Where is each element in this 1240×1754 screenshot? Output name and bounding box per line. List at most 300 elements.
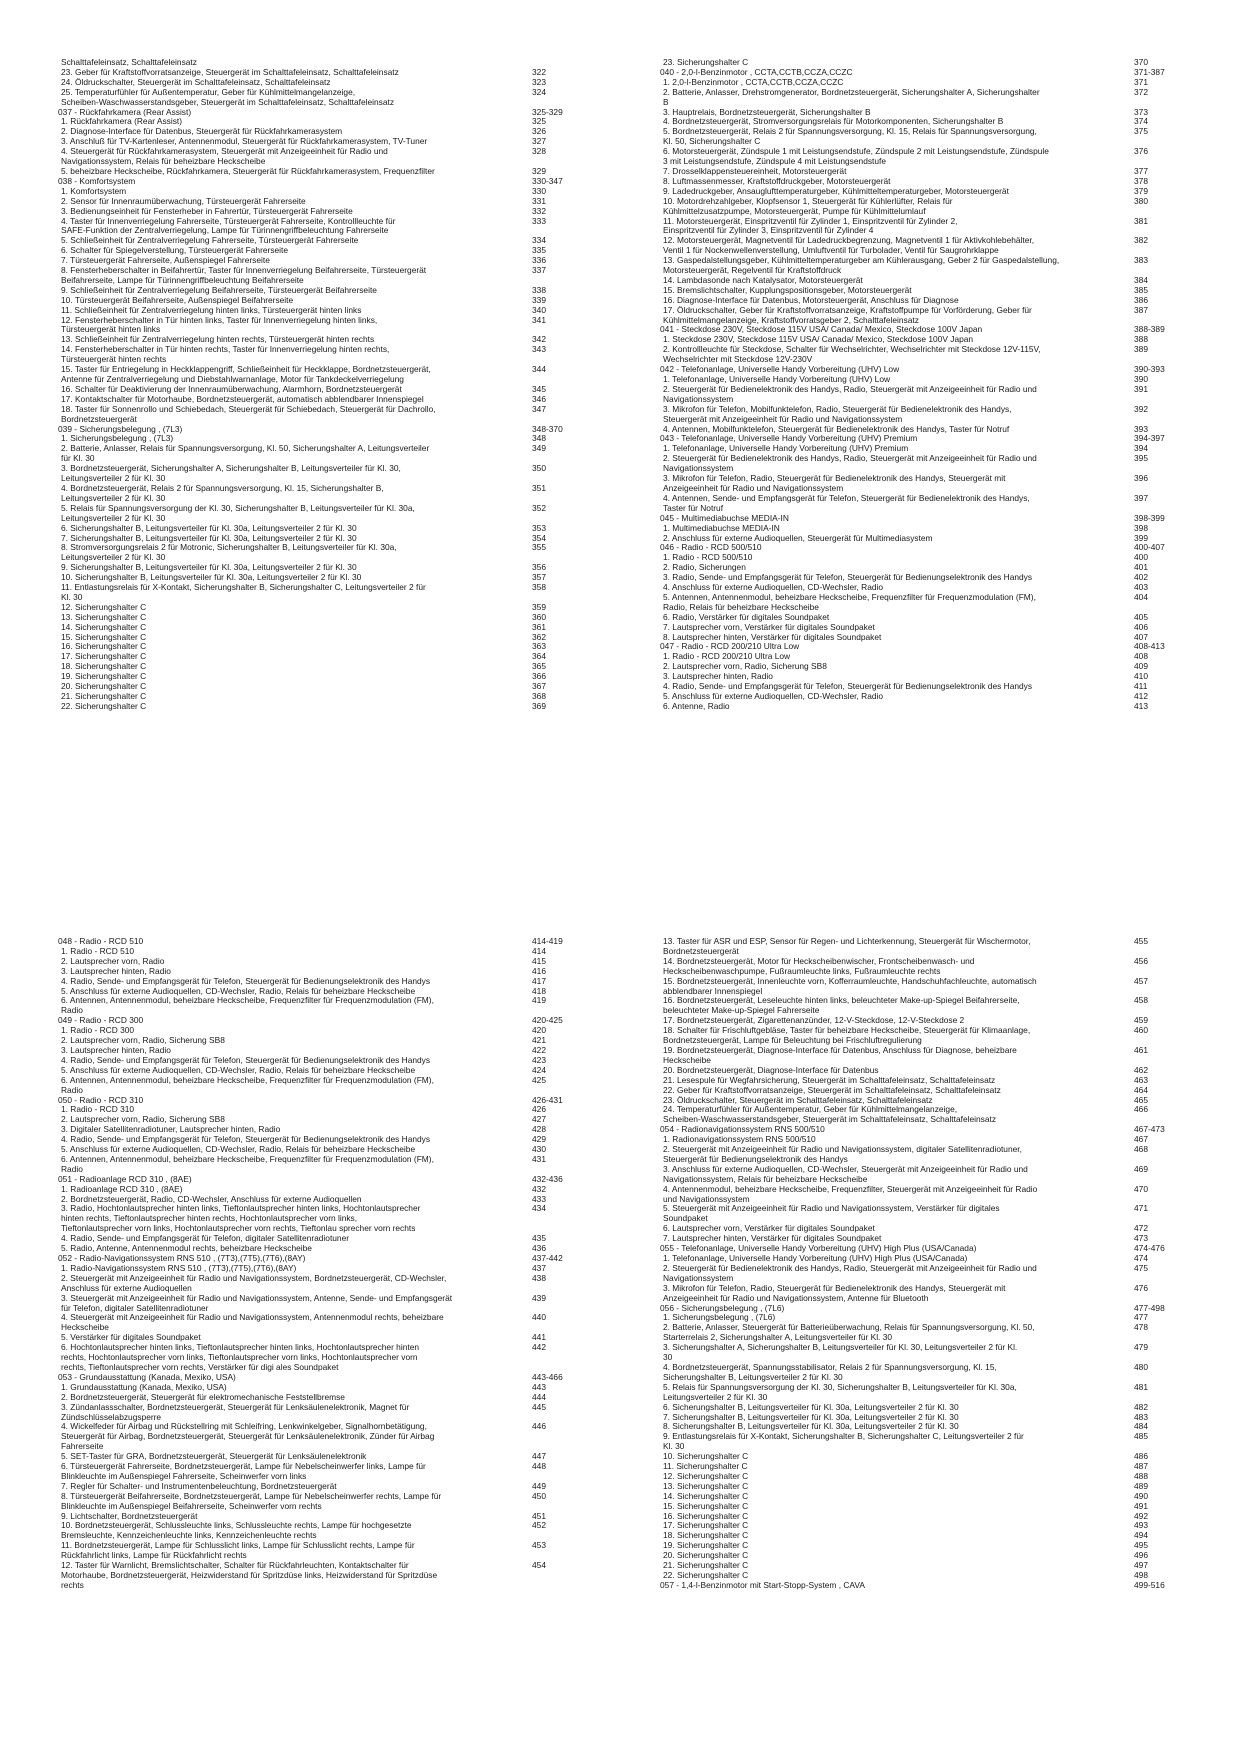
toc-section-heading: [58, 937, 586, 947]
toc-entry: [58, 137, 586, 147]
toc-entry: [58, 1313, 586, 1323]
toc-entry-page: 403: [1134, 582, 1148, 593]
toc-entry-title: 1. Radio - RCD 310: [61, 1105, 135, 1115]
toc-entry: [58, 395, 586, 405]
toc-entry-page: 483: [1134, 1411, 1148, 1422]
toc-entry: [660, 405, 1188, 415]
toc-entry-title: 2. Lautsprecher vorn, Radio, Sicherung SB8: [663, 662, 827, 672]
toc-entry-title: 12. Fensterheberschalter in Tür hinten links, Taster für Innenverriegelung hinten links,: [61, 315, 378, 325]
toc-entry-page: 325-329: [532, 106, 563, 117]
toc-section-heading: [660, 434, 1188, 444]
toc-entry-page: 394: [1134, 443, 1148, 454]
toc-entry-page: 419: [532, 995, 546, 1006]
toc-entry: [58, 1214, 586, 1224]
toc-entry: [58, 385, 586, 395]
toc-entry-page: 477: [1134, 1312, 1148, 1323]
toc-entry-title: 4. Steuergerät mit Anzeigeeinheit für Radio und Navigationssystem, Antennenmodul rechts, beheizbare: [61, 1313, 444, 1323]
toc-entry-page: 414: [532, 945, 546, 956]
toc-entry-title: 1. Radionavigationssystem RNS 500/510: [663, 1135, 816, 1145]
toc-entry-title: Sicherungshalter B, Leitungsverteiler 2 für Kl. 30: [663, 1372, 843, 1382]
toc-entry-title: 6. Antennen, Antennenmodul, beheizbare Heckscheibe, Frequenzfilter für Frequenzmodulation (FM),: [61, 1154, 434, 1164]
toc-entry: [58, 256, 586, 266]
toc-entry-page: 334: [532, 235, 546, 246]
toc-entry-page: 366: [532, 671, 546, 682]
toc-entry: [660, 1462, 1188, 1472]
toc-entry-page: 383: [1134, 255, 1148, 266]
toc-entry-title: 7. Sicherungshalter B, Leitungsverteiler für Kl. 30a, Leitungsverteiler 2 für Kl. 30: [663, 1412, 959, 1422]
toc-entry-title: 15. Sicherungshalter C: [61, 632, 147, 642]
toc-entry: [58, 702, 586, 712]
toc-entry-title: 1. Radio - RCD 500/510: [663, 553, 753, 563]
toc-entry: [660, 1115, 1188, 1125]
toc-entry-title: 7. Sicherungshalter B, Leitungsverteiler für Kl. 30a, Leitungsverteiler 2 für Kl. 30: [61, 533, 357, 543]
toc-entry-title: Bordnetzsteuergerät, Lampe für Beleuchtung bei Frischluftregulierung: [663, 1036, 922, 1046]
toc-entry-page: 348-370: [532, 423, 563, 434]
toc-entry-page: 389: [1134, 344, 1148, 355]
toc-entry-title: Navigationssystem: [663, 394, 734, 404]
toc-entry-title: für Kl. 30: [61, 454, 95, 464]
toc-entry: [660, 286, 1188, 296]
toc-entry: [58, 405, 586, 415]
toc-entry-page: 437-442: [532, 1253, 563, 1263]
toc-entry: [58, 1561, 586, 1571]
toc-entry-title: 12. Motorsteuergerät, Magnetventil für Ladedruckbegrenzung, Magnetventil 1 für Aktivkohlebehälter,: [663, 236, 1035, 246]
toc-entry-title: 1. Radio-Navigationssystem RNS 510 , (7T3),(7T5),(7T6),(8AY): [61, 1263, 297, 1273]
toc-entry-title: 7. Türsteuergerät Fahrerseite, Außenspiegel Fahrerseite: [61, 256, 270, 266]
toc-entry: [660, 1422, 1188, 1432]
toc-entry-title: 18. Sicherungshalter C: [61, 662, 147, 672]
toc-entry-page: 405: [1134, 611, 1148, 622]
toc-entry-title: 4. Antennenmodul, beheizbare Heckscheibe, Frequenzfilter, Steuergerät mit Anzeigeeinheit für Radio: [663, 1184, 1038, 1194]
toc-entry-page: 452: [532, 1520, 546, 1531]
toc-entry: [58, 1304, 586, 1314]
toc-entry-title: 13. Sicherungshalter C: [663, 1481, 749, 1491]
toc-entry-title: 040 - 2,0-l-Benzinmotor , CCTA,CCTB,CCZA,CCZC: [660, 67, 853, 77]
toc-entry-title: 11. Entlastungsrelais für X-Kontakt, Sicherungshalter B, Sicherungshalter C, Leitungsverteiler 2 für: [61, 583, 426, 593]
toc-entry-page: 354: [532, 532, 546, 543]
toc-entry-title: 16. Schalter für Deaktivierung der Innenraumüberwachung, Alarmhorn, Bordnetzsteuergerät: [61, 384, 402, 394]
toc-entry-title: 5. Steuergerät mit Anzeigeeinheit für Radio und Navigationssystem, Verstärker für digitales: [663, 1204, 1000, 1214]
toc-entry-page: 491: [1134, 1500, 1148, 1511]
toc-entry-page: 474: [1134, 1253, 1148, 1263]
toc-entry-title: Kühlmittelmangelanzeige, Kraftstoffvorratsgeber 2, Schalttafeleinsatz: [663, 315, 919, 325]
toc-entry: [660, 1373, 1188, 1383]
toc-entry-title: Starterrelais 2, Sicherungshalter A, Leitungsverteiler für Kl. 30: [663, 1333, 893, 1343]
toc-entry: [660, 987, 1188, 997]
toc-entry: [660, 1492, 1188, 1502]
toc-entry-title: Anschluss für externe Audioquellen: [61, 1283, 192, 1293]
toc-entry-page: 331: [532, 195, 546, 206]
toc-section-heading: [660, 325, 1188, 335]
toc-entry-title: 2. Bordnetzsteuergerät, Steuergerät für elektromechanische Feststellbremse: [61, 1392, 345, 1402]
toc-entry-title: 4. Bordnetzsteuergerät, Stromversorgungsrelais für Motorkomponenten, Sicherungshalter B: [663, 117, 1004, 127]
toc-entry: [58, 1353, 586, 1363]
toc-entry-title: 7. Regler für Schalter- und Instrumentenbeleuchtung, Bordnetzsteuergerät: [61, 1481, 337, 1491]
toc-entry-title: 30: [663, 1353, 673, 1363]
toc-entry-title: 1. 2,0-l-Benzinmotor , CCTA,CCTB,CCZA,CCZC: [663, 77, 844, 87]
toc-entry-title: 051 - Radioanlage RCD 310 , (8AE): [58, 1174, 192, 1184]
toc-entry-title: 3. Radio, Sende- und Empfangsgerät für Telefon, Steuergerät für Bedienungselektronik des Handys: [663, 573, 1033, 583]
toc-entry-title: Türsteuergerät hinten rechts: [61, 355, 167, 365]
toc-entry-page: 461: [1134, 1044, 1148, 1055]
toc-block-top-right: [660, 58, 1188, 712]
toc-entry-title: Schalttafeleinsatz, Schalttafeleinsatz: [61, 58, 197, 67]
toc-entry-title: 053 - Grundausstattung (Kanada, Mexiko, USA): [58, 1372, 236, 1382]
toc-entry-title: Radio: [61, 1085, 83, 1095]
toc-section-heading: [58, 1016, 586, 1026]
toc-entry: [660, 355, 1188, 365]
toc-entry-page: 428: [532, 1124, 546, 1135]
toc-section-heading: [660, 543, 1188, 553]
toc-entry-title: Ventil 1 für Nockenwellenverstellung, Umluftventil für Turbolader, Ventil für Saugrohrklappe: [663, 246, 999, 256]
toc-entry: [58, 217, 586, 227]
toc-entry-title: 15. Sicherungshalter C: [663, 1501, 749, 1511]
toc-entry-title: Wechselrichter mit Steckdose 12V-230V: [663, 355, 813, 365]
toc-entry-page: 480: [1134, 1361, 1148, 1372]
toc-entry-title: Antenne für Zentralverriegelung und Diebstahlwarnanlage, Motor für Tankdeckelverriegelung: [61, 375, 404, 384]
toc-entry: [660, 1383, 1188, 1393]
toc-entry: [660, 187, 1188, 197]
toc-entry-title: 4. Bordnetzsteuergerät, Spannungsstabilisator, Relais 2 für Spannungsversorgung, Kl. 15,: [663, 1362, 997, 1372]
toc-entry: [58, 187, 586, 197]
toc-entry-title: 4. Antennen, Sende- und Empfangsgerät für Telefon, Steuergerät für Bedienelektronik des Handys,: [663, 493, 1030, 503]
toc-entry: [58, 1234, 586, 1244]
toc-entry: [660, 217, 1188, 227]
toc-entry-page: 328: [532, 146, 546, 157]
toc-entry: [58, 296, 586, 306]
toc-entry-title: 3. Anschluß für TV-Kartenleser, Antennenmodul, Steuergerät für Rückfahrkamerasystem, TV-Tuner: [61, 137, 428, 147]
toc-entry-title: 4. Anschluss für externe Audioquellen, CD-Wechsler, Radio: [663, 583, 884, 593]
toc-entry-page: 443-466: [532, 1371, 563, 1382]
toc-entry-page: 349: [532, 443, 546, 454]
toc-entry-page: 470: [1134, 1183, 1148, 1194]
toc-entry-page: 468: [1134, 1144, 1148, 1155]
toc-entry-page: 379: [1134, 185, 1148, 196]
toc-entry-title: 3. Mikrofon für Telefon, Radio, Steuergerät für Bedienelektronik des Handys, Steuergerät mit: [663, 1283, 1006, 1293]
toc-entry-page: 375: [1134, 126, 1148, 137]
toc-entry-page: 343: [532, 344, 546, 355]
toc-entry-page: 384: [1134, 274, 1148, 285]
toc-entry: [58, 464, 586, 474]
toc-entry: [58, 1541, 586, 1551]
toc-entry-page: 399: [1134, 532, 1148, 543]
toc-entry-title: 5. SET-Taster für GRA, Bordnetzsteuergerät, Steuergerät für Lenksäulenelektronik: [61, 1452, 367, 1462]
toc-entry: [660, 1541, 1188, 1551]
toc-entry: [660, 692, 1188, 702]
toc-entry: [58, 967, 586, 977]
toc-entry: [660, 1264, 1188, 1274]
toc-entry-page: 465: [1134, 1094, 1148, 1105]
toc-entry-title: 049 - Radio - RCD 300: [58, 1016, 144, 1026]
toc-entry-page: 392: [1134, 403, 1148, 414]
toc-entry-title: Fahrerseite: [61, 1442, 104, 1452]
toc-entry: [660, 494, 1188, 504]
toc-entry-title: 4. Steuergerät für Rückfahrkamerasystem, Steuergerät mit Anzeigeeinheit für Radio und: [61, 147, 388, 157]
toc-entry-page: 413: [1134, 700, 1148, 711]
toc-entry-title: 037 - Rückfahrkamera (Rear Assist): [58, 107, 192, 117]
toc-entry: [660, 256, 1188, 266]
toc-entry-title: 9. Sicherungshalter B, Leitungsverteiler für Kl. 30a, Leitungsverteiler 2 für Kl. 30: [61, 563, 357, 573]
toc-entry-title: Anzeigeeinheit für Radio und Navigationssystem: [663, 483, 844, 493]
toc-entry: [58, 1294, 586, 1304]
toc-entry: [58, 504, 586, 514]
toc-entry-title: 8. Stromversorgungsrelais 2 für Motronic, Sicherungshalter B, Leitungsverteiler für Kl. 30a,: [61, 543, 397, 553]
toc-entry-title: 2. Radio, Sicherungen: [663, 563, 746, 573]
toc-entry-title: Steuergerät für Airbag, Bordnetzsteuergerät, Steuergerät für Lenksäulenelektronik, Zünder für Airbag: [61, 1432, 435, 1442]
toc-entry: [58, 1264, 586, 1274]
toc-entry-title: Blinkleuchte im Außenspiegel Beifahrerseite, Scheinwerfer vorn rechts: [61, 1501, 322, 1511]
toc-entry-title: 4. Radio, Sende- und Empfangsgerät für Telefon, Steuergerät für Bedienungselektronik des Handys: [61, 976, 431, 986]
toc-entry-page: 398: [1134, 522, 1148, 533]
toc-entry-title: 2. Steuergerät mit Anzeigeeinheit für Radio und Navigationssystem, Bordnetzsteuergerät, CD-Wechsler,: [61, 1273, 447, 1283]
toc-entry: [58, 1521, 586, 1531]
toc-entry: [660, 1056, 1188, 1066]
toc-entry: [660, 1036, 1188, 1046]
toc-entry-title: 14. Sicherungshalter C: [61, 622, 147, 632]
toc-entry-page: 455: [1134, 936, 1148, 946]
toc-entry-page: 458: [1134, 995, 1148, 1006]
toc-entry-title: 054 - Radionavigationssystem RNS 500/510: [660, 1125, 825, 1135]
toc-entry: [660, 1482, 1188, 1492]
toc-entry-title: 14. Lambdasonde nach Katalysator, Motorsteuergerät: [663, 275, 863, 285]
toc-entry-page: 448: [532, 1461, 546, 1472]
toc-entry-title: rechts: [61, 1580, 84, 1590]
toc-entry-title: Leitungsverteiler 2 für Kl. 30: [61, 553, 166, 563]
toc-entry: [58, 633, 586, 643]
toc-entry: [58, 1492, 586, 1502]
toc-entry-title: Tieftonlautsprecher vorn links, Hochtonlautsprecher vorn rechts, Tieftonlau sprecher vorn rechts: [61, 1224, 416, 1234]
toc-entry-title: 1. Sicherungsbelegung , (7L6): [663, 1313, 776, 1323]
toc-entry: [58, 1472, 586, 1482]
toc-block-bottom-left: [58, 937, 586, 1591]
toc-entry-page: 447: [532, 1451, 546, 1462]
toc-entry: [660, 633, 1188, 643]
toc-entry-title: 5. Schließeinheit für Zentralverriegelung Fahrerseite, Türsteuergerät Fahrerseite: [61, 236, 359, 246]
toc-entry: [58, 1195, 586, 1205]
toc-entry-page: 335: [532, 245, 546, 256]
toc-entry-page: 401: [1134, 562, 1148, 573]
toc-entry: [58, 98, 586, 108]
toc-entry-title: 2. Anschluss für externe Audioquellen, Steuergerät für Multimediasystem: [663, 533, 933, 543]
toc-entry-page: [532, 1581, 586, 1591]
toc-entry-page: 377: [1134, 165, 1148, 176]
toc-entry-page: 336: [532, 255, 546, 266]
toc-entry-title: 9. Ladedruckgeber, Ansauglufttemperaturgeber, Kühlmitteltemperaturgeber, Motorsteuergerät: [663, 186, 1009, 196]
toc-entry-page: 488: [1134, 1470, 1148, 1481]
toc-entry-title: 1. Telefonanlage, Universelle Handy Vorbereitung (UHV) Low: [663, 375, 891, 384]
toc-entry: [58, 957, 586, 967]
toc-entry: [660, 1363, 1188, 1373]
toc-entry-page: 475: [1134, 1262, 1148, 1273]
toc-entry: [58, 1551, 586, 1561]
toc-entry-title: 5. Anschluss für externe Audioquellen, CD-Wechsler, Radio, Relais für beheizbare Heckscheibe: [61, 1145, 416, 1155]
toc-entry: [660, 662, 1188, 672]
toc-entry: [660, 306, 1188, 316]
toc-entry: [660, 1234, 1188, 1244]
toc-entry-title: 5. Bordnetzsteuergerät, Relais 2 für Spannungsversorgung, Kl. 15, Relais für Spannungsversorgung,: [663, 127, 1037, 137]
toc-section-heading: [58, 1175, 586, 1185]
toc-entry-page: 342: [532, 334, 546, 345]
toc-entry-page: 386: [1134, 294, 1148, 305]
toc-entry-page: 339: [532, 294, 546, 305]
toc-entry-title: 23. Öldruckschalter, Steuergerät im Schalttafeleinsatz, Schalttafeleinsatz: [663, 1095, 933, 1105]
toc-entry-title: 15. Taster für Entriegelung in Heckklappengriff, Schließeinheit für Heckklappe, Bordnetzsteuergerät,: [61, 365, 431, 375]
toc-entry: [58, 1155, 586, 1165]
toc-entry: [660, 1224, 1188, 1234]
toc-entry-page: 370: [1134, 57, 1148, 67]
toc-entry: [660, 977, 1188, 987]
toc-block-top-left: [58, 58, 586, 712]
toc-entry-title: 2. Diagnose-Interface für Datenbus, Steuergerät für Rückfahrkamerasystem: [61, 127, 343, 137]
toc-entry-page: 323: [532, 76, 546, 87]
toc-entry: [660, 593, 1188, 603]
toc-entry: [58, 553, 586, 563]
toc-entry-title: 3. Mikrofon für Telefon, Mobilfunktelefon, Radio, Steuergerät für Bedienelektronik des Handys,: [663, 404, 1012, 414]
toc-entry-page: 432-436: [532, 1173, 563, 1184]
toc-entry: [660, 1442, 1188, 1452]
toc-entry-title: 1. Telefonanlage, Universelle Handy Vorbereitung (UHV) Premium: [663, 444, 909, 454]
toc-entry: [58, 947, 586, 957]
toc-entry-page: 390-393: [1134, 364, 1165, 375]
toc-entry-title: 4. Radio, Sende- und Empfangsgerät für Telefon, Steuergerät für Bedienungselektronik des Handys: [61, 1135, 431, 1145]
toc-entry-page: 433: [532, 1193, 546, 1204]
toc-entry: [660, 1046, 1188, 1056]
toc-entry-page: 451: [532, 1510, 546, 1521]
toc-section-heading: [58, 1254, 586, 1264]
toc-entry-title: Bordnetzsteuergerät: [61, 414, 137, 424]
toc-entry: [660, 1195, 1188, 1205]
toc-entry-title: 9. Lichtschalter, Bordnetzsteuergerät: [61, 1511, 198, 1521]
toc-entry: [58, 1512, 586, 1522]
toc-entry: [58, 623, 586, 633]
toc-entry-page: 398-399: [1134, 512, 1165, 523]
toc-entry-title: 15. Bordnetzsteuergerät, Innenleuchte vorn, Kofferraumleuchte, Handschuhfachleuchte, automatisch: [663, 976, 1037, 986]
toc-entry-page: 355: [532, 542, 546, 553]
toc-entry: [660, 147, 1188, 157]
toc-entry-title: Heckscheibe: [663, 1055, 711, 1065]
toc-entry-title: 18. Schalter für Frischluftgebläse, Taster für beheizbare Heckscheibe, Steuergerät für Klimaanlage,: [663, 1026, 1031, 1036]
toc-entry-title: Navigationssystem: [663, 464, 734, 474]
toc-entry-page: 367: [532, 681, 546, 692]
toc-entry-title: 2. Steuergerät für Bedienelektronik des Handys, Radio, Steuergerät mit Anzeigeeinheit für Radio und: [663, 454, 1037, 464]
toc-entry-title: 2. Batterie, Anlasser, Relais für Spannungsversorgung, Kl. 50, Sicherungshalter A, Leitungsverteiler: [61, 444, 430, 454]
toc-entry-page: 472: [1134, 1223, 1148, 1234]
toc-entry: [58, 167, 586, 177]
toc-entry-title: 13. Taster für ASR und ESP, Sensor für Regen- und Lichterkennung, Steuergerät für Wischermotor,: [663, 937, 1031, 946]
toc-entry: [58, 987, 586, 997]
toc-entry-title: 22. Sicherungshalter C: [61, 701, 147, 711]
toc-entry-page: 344: [532, 364, 546, 375]
toc-entry-title: rechts, Tieftonlautsprecher vorn rechts, Verstärker für digi ales Soundpaket: [61, 1362, 339, 1372]
toc-entry: [660, 1353, 1188, 1363]
toc-entry-page: 376: [1134, 146, 1148, 157]
toc-entry-page: 409: [1134, 661, 1148, 672]
toc-entry-title: 048 - Radio - RCD 510: [58, 937, 144, 946]
toc-entry: [58, 1026, 586, 1036]
toc-entry-page: 426: [532, 1104, 546, 1115]
toc-entry: [660, 957, 1188, 967]
toc-entry-page: 420: [532, 1025, 546, 1036]
toc-entry-title: 22. Sicherungshalter C: [663, 1571, 749, 1580]
toc-entry-title: 8. Fensterheberschalter in Beifahrertür, Taster für Innenverriegelung Beifahrerseite, Türsteuergerät: [61, 266, 427, 276]
toc-entry: [58, 345, 586, 355]
toc-entry: [660, 1175, 1188, 1185]
toc-entry-title: 20. Sicherungshalter C: [61, 682, 147, 692]
toc-entry: [660, 702, 1188, 712]
toc-entry: [58, 524, 586, 534]
toc-entry: [58, 1571, 586, 1581]
toc-entry: [58, 1036, 586, 1046]
toc-entry-title: 3. Hauptrelais, Bordnetzsteuergerät, Sicherungshalter B: [663, 107, 871, 117]
toc-entry-title: 18. Taster für Sonnenrollo und Schiebedach, Steuergerät für Schiebedach, Steuergerät für Dachrollo,: [61, 404, 436, 414]
toc-entry-page: [1134, 207, 1188, 217]
toc-entry-page: 498: [1134, 1570, 1148, 1580]
toc-section-heading: [660, 642, 1188, 652]
toc-entry-page: 391: [1134, 383, 1148, 394]
toc-entry: [58, 534, 586, 544]
toc-entry: [660, 395, 1188, 405]
toc-entry-page: 420-425: [532, 1015, 563, 1026]
toc-entry-title: 16. Bordnetzsteuergerät, Leseleuchte hinten links, beleuchteter Make-up-Spiegel Beifahrerseite,: [663, 996, 1020, 1006]
toc-entry: [660, 553, 1188, 563]
toc-entry: [660, 1521, 1188, 1531]
toc-entry: [58, 197, 586, 207]
toc-entry: [58, 1452, 586, 1462]
toc-entry: [58, 434, 586, 444]
toc-entry: [58, 78, 586, 88]
toc-entry: [58, 613, 586, 623]
toc-entry-page: 407: [1134, 631, 1148, 642]
toc-entry-title: 17. Sicherungshalter C: [61, 652, 147, 662]
toc-section-heading: [58, 425, 586, 435]
toc-entry-page: 346: [532, 393, 546, 404]
toc-entry: [660, 117, 1188, 127]
toc-entry: [660, 375, 1188, 385]
toc-entry-title: 9. Entlastungsrelais für X-Kontakt, Sicherungshalter B, Sicherungshalter C, Leitungsverteiler 2 für: [663, 1432, 1024, 1442]
toc-entry-page: 329: [532, 165, 546, 176]
toc-entry: [660, 1155, 1188, 1165]
toc-entry: [58, 1531, 586, 1541]
toc-entry-page: 364: [532, 651, 546, 662]
toc-entry-title: Soundpaket: [663, 1214, 708, 1224]
toc-section-heading: [660, 1304, 1188, 1314]
toc-entry: [58, 1115, 586, 1125]
toc-entry: [660, 967, 1188, 977]
toc-entry-page: [532, 1571, 586, 1581]
toc-entry-title: 056 - Sicherungsbelegung , (7L6): [660, 1303, 785, 1313]
toc-entry-title: 6. Antennen, Antennenmodul, beheizbare Heckscheibe, Frequenzfilter für Frequenzmodulation (FM),: [61, 996, 434, 1006]
toc-entry-title: 10. Türsteuergerät Beifahrerseite, Außenspiegel Beifahrerseite: [61, 295, 294, 305]
toc-entry: [58, 316, 586, 326]
toc-entry-title: 4. Taster für Innenverriegelung Fahrerseite, Türsteuergerät Fahrerseite, Kontrollleuchte für: [61, 216, 396, 226]
toc-entry-title: 12. Sicherungshalter C: [663, 1471, 749, 1481]
toc-entry: [660, 1561, 1188, 1571]
toc-entry-title: 3. Lautsprecher hinten, Radio: [61, 966, 171, 976]
toc-entry-title: 4. Radio, Sende- und Empfangsgerät für Telefon, Steuergerät für Bedienungselektronik des Handys: [663, 682, 1033, 692]
toc-entry-title: 12. Sicherungshalter C: [61, 602, 147, 612]
toc-entry-title: 16. Sicherungshalter C: [61, 642, 147, 652]
toc-entry: [58, 1284, 586, 1294]
toc-entry-title: 1. Sicherungsbelegung , (7L3): [61, 434, 174, 444]
toc-entry: [58, 226, 586, 236]
toc-entry: [58, 1333, 586, 1343]
toc-entry-title: 13. Sicherungshalter C: [61, 612, 147, 622]
toc-entry-page: 474-476: [1134, 1243, 1165, 1254]
toc-entry-title: Leitungsverteiler 2 für Kl. 30: [61, 474, 166, 484]
toc-entry: [58, 375, 586, 385]
toc-entry-page: 381: [1134, 215, 1148, 226]
toc-entry-title: 2. Batterie, Anlasser, Steuergerät für Batterieüberwachung, Relais für Spannungsversorgung, Kl. 50,: [663, 1323, 1035, 1333]
